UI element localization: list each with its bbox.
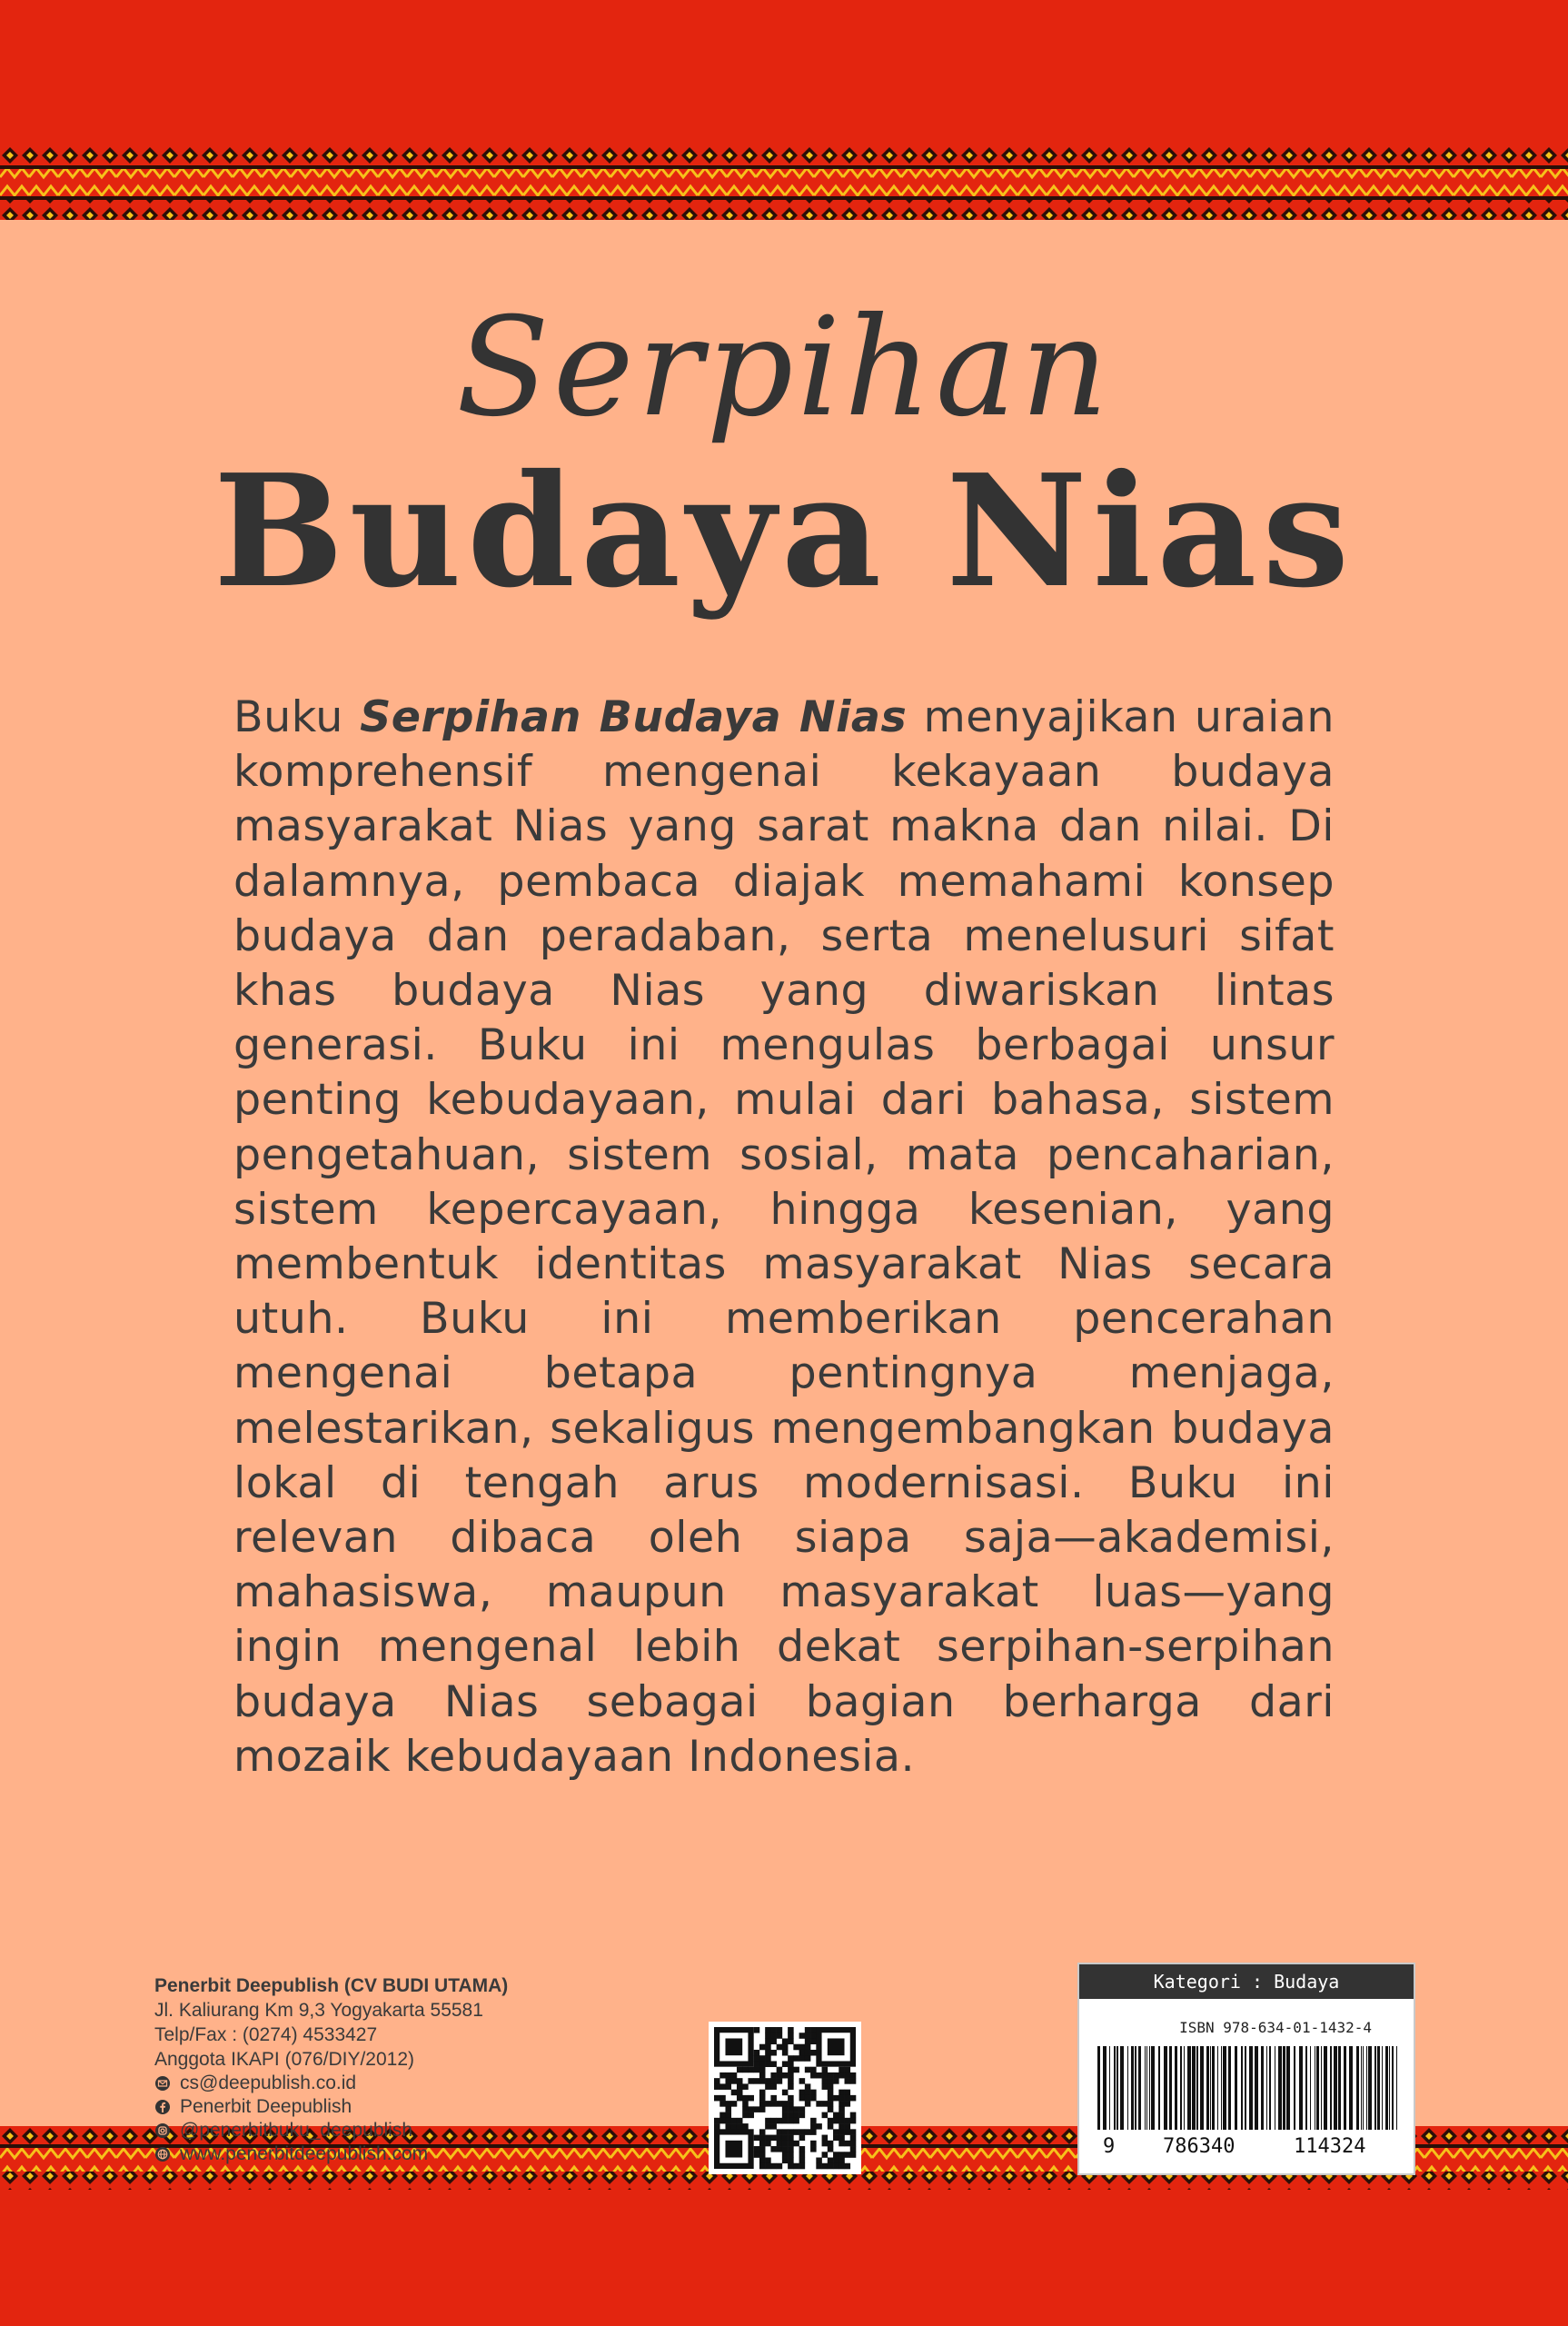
publisher-info: [154, 1973, 663, 2166]
qr-code: [709, 2022, 861, 2174]
barcode-digits: [1079, 2128, 1414, 2164]
isbn-barcode: [1097, 2046, 1397, 2130]
blurb-body: menyajikan uraian komprehensif mengenai kekayaan budaya masyarakat Nias yang sarat makna dan nilai. Di dalamnya, pembaca diajak memahami konsep budaya dan peradaban, serta menelusuri sifat khas budaya Nias yang diwariskan lintas generasi. Buku ini mengulas berbagai unsur penting kebudayaan, mulai dari bahasa, sistem pengetahuan, sistem sosial, mata pencaharian, sistem kepercayaan, hingga kesenian, yang membentuk identitas masyarakat Nias secara utuh. Buku ini memberikan pencerahan mengenai betapa pentingnya menjaga, melestarikan, sekaligus mengembangkan budaya lokal di tengah arus modernisasi. Buku ini relevan dibaca oleh siapa saja—akademisi, mahasiswa, maupun masyarakat luas—yang ingin mengenal lebih dekat serpihan-serpihan budaya Nias sebagai bagian berharga dari mozaik kebudayaan Indonesia.: [233, 692, 1335, 1782]
publisher-member: Anggota IKAPI (076/DIY/2012): [154, 2049, 415, 2070]
email-text: cs@deepublish.co.id: [180, 2073, 357, 2093]
blurb-book-title: Serpihan Budaya Nias: [360, 692, 908, 742]
publisher-address: Jl. Kaliurang Km 9,3 Yogyakarta 55581: [154, 2000, 483, 2021]
publisher-phone: Telp/Fax : (0274) 4533427: [154, 2024, 378, 2045]
publisher-name: Penerbit Deepublish (CV BUDI UTAMA): [154, 1975, 509, 1996]
instagram-icon: [154, 2122, 171, 2139]
top-ornament-border: [0, 145, 1568, 222]
email-icon: [154, 2075, 171, 2092]
cover-title-script: Serpihan: [456, 289, 1112, 447]
facebook-text: Penerbit Deepublish: [180, 2096, 352, 2117]
blurb-text: [233, 691, 1335, 1784]
cover-title-main: Budaya Nias: [213, 441, 1355, 622]
contact-website: [154, 2142, 663, 2166]
top-red-band: [0, 0, 1568, 145]
facebook-icon: [154, 2099, 171, 2115]
barcode-digits-right: 114324: [1294, 2135, 1366, 2158]
globe-icon: [154, 2146, 171, 2162]
barcode-digit-lead: 9: [1103, 2135, 1116, 2158]
barcode-digits-left: 786340: [1163, 2135, 1236, 2158]
blurb-prefix: Buku: [233, 692, 361, 742]
instagram-text: @penerbitbuku_deepublish: [180, 2120, 413, 2141]
barcode-box: [1079, 1964, 1414, 2173]
website-text: www.penerbitdeepublish.com: [180, 2143, 429, 2164]
contact-instagram: [154, 2119, 663, 2142]
category-label: Kategori : Budaya: [1079, 1964, 1414, 1999]
contact-email: [154, 2072, 663, 2095]
contact-facebook: [154, 2095, 663, 2119]
isbn-text: ISBN 978-634-01-1432-4: [1179, 2019, 1372, 2036]
